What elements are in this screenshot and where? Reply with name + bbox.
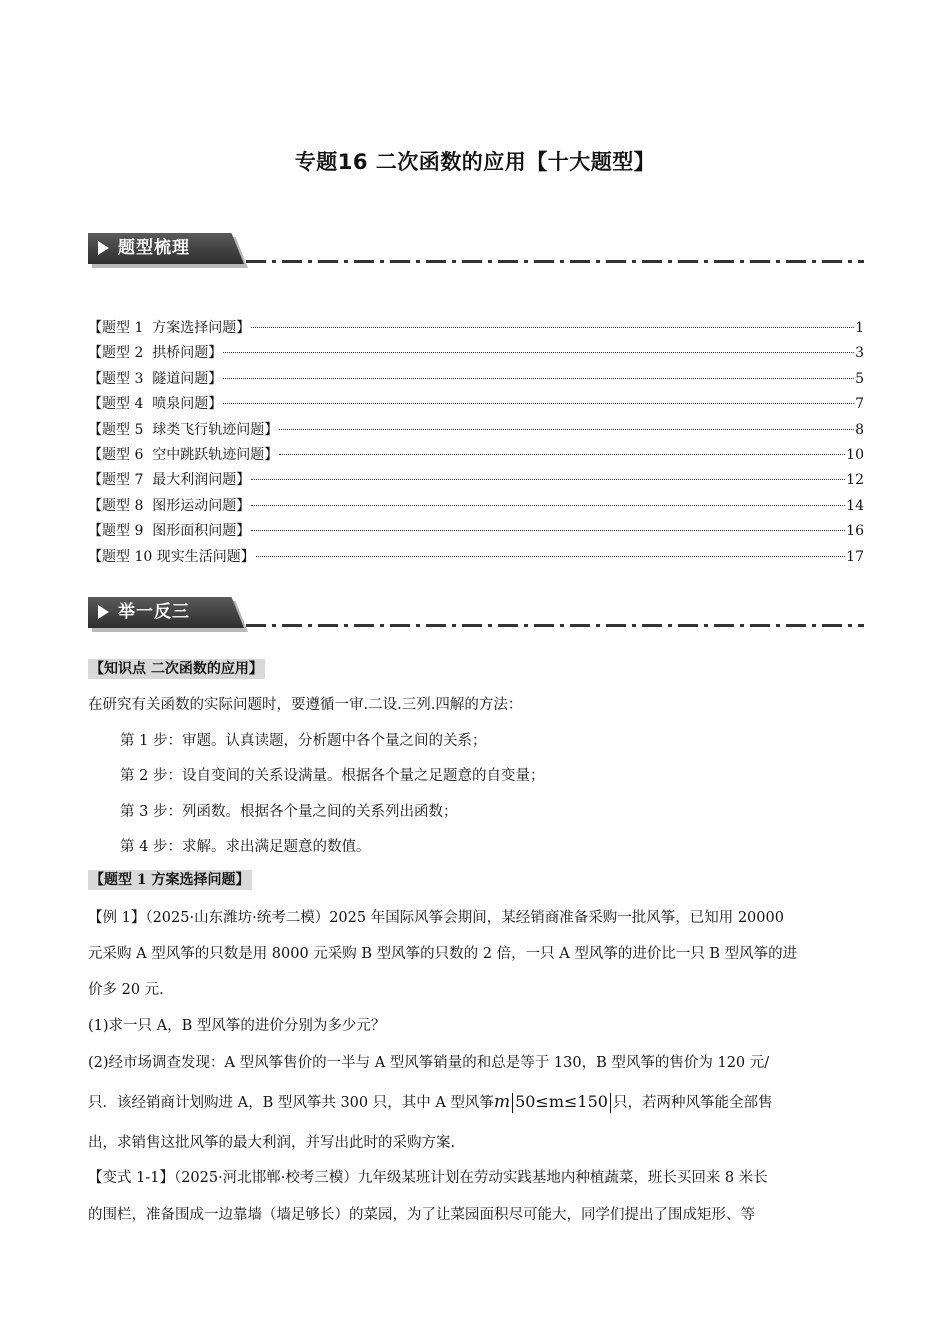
toc-leader <box>223 378 854 379</box>
toc-leader <box>279 429 854 430</box>
section-label: 举一反三 <box>118 602 190 622</box>
variant-text-line: 的围栏，准备围成一边靠墙（墙足够长）的菜园，为了让菜园面积尽可能大，同学们提出了围成矩形、等 <box>88 1207 755 1223</box>
toc-page-number: 12 <box>846 472 864 489</box>
toc-item-text: 【题型 7 最大利润问题】 <box>88 472 251 489</box>
dash-dot-rule <box>246 260 864 263</box>
toc-item-text: 【题型 6 空中跳跃轨迹问题】 <box>88 446 279 463</box>
math-bracket <box>512 1093 513 1113</box>
toc-page-number: 5 <box>855 370 864 387</box>
question-2-line: 出，求销售这批风筝的最大利润，并写出此时的采购方案. <box>88 1135 456 1151</box>
toc-item[interactable] <box>88 519 864 544</box>
toc-page-number: 16 <box>846 523 864 540</box>
toc-item-text: 【题型 8 图形运动问题】 <box>88 497 251 514</box>
knowledge-step: 第 1 步：审题。认真读题，分析题中各个量之间的关系； <box>120 733 487 749</box>
toc-item[interactable] <box>88 468 864 493</box>
toc-page-number: 14 <box>846 497 864 514</box>
section-banner-practice <box>88 597 864 633</box>
toc-item[interactable] <box>88 367 864 392</box>
toc-item-text: 【题型 5 球类飞行轨迹问题】 <box>88 421 279 438</box>
knowledge-intro: 在研究有关函数的实际问题时，要遵循一审.二设.三列.四解的方法： <box>88 697 523 713</box>
math-bracket <box>610 1093 611 1113</box>
question-2-line: (2)经市场调查发现：A 型风筝售价的一半与 A 型风筝销量的和总是等于 130，B 型风筝的售价为 120 元/ <box>88 1055 770 1071</box>
knowledge-step: 第 3 步：列函数。根据各个量之间的关系列出函数； <box>120 804 458 820</box>
toc-leader <box>223 352 854 353</box>
knowledge-heading: 【知识点 二次函数的应用】 <box>90 661 263 677</box>
toc-leader <box>251 327 854 328</box>
toc-leader <box>279 454 845 455</box>
toc-leader <box>256 556 845 557</box>
toc-item[interactable] <box>88 392 864 417</box>
toc-item[interactable] <box>88 418 864 443</box>
example-text-line: 【例 1】（2025·山东潍坊·统考二模）2025 年国际风筝会期间，某经销商准备采购一批风筝，已知用 20000 <box>88 910 784 926</box>
toc-item-text: 【题型 10 现实生活问题】 <box>88 548 255 565</box>
play-triangle-icon <box>98 605 109 619</box>
question-2-text: 只，若两种风筝能全部售 <box>612 1095 773 1111</box>
question-1: (1)求一只 A，B 型风筝的进价分别为多少元？ <box>88 1018 386 1034</box>
knowledge-step: 第 2 步：设自变间的关系设满量。根据各个量之足题意的自变量； <box>120 768 545 784</box>
toc-page-number: 7 <box>855 396 864 413</box>
type1-heading-row <box>88 870 864 890</box>
toc-page-number: 8 <box>855 421 864 438</box>
document-title: 专题16 二次函数的应用【十大题型】 <box>294 150 656 174</box>
question-2-text: 只．该经销商计划购进 A，B 型风筝共 300 只，其中 A 型风筝 <box>88 1095 494 1111</box>
play-triangle-icon <box>98 241 109 255</box>
math-variable: m <box>493 1092 511 1112</box>
table-of-contents <box>88 316 864 570</box>
toc-page-number: 17 <box>846 548 864 565</box>
toc-item-text: 【题型 1 方案选择问题】 <box>88 320 251 336</box>
toc-leader <box>251 505 845 506</box>
toc-page-number: 10 <box>846 446 864 463</box>
toc-item[interactable] <box>88 545 864 570</box>
question-2-line <box>88 1091 864 1113</box>
toc-item[interactable] <box>88 494 864 519</box>
variant-text-line: 【变式 1-1】（2025·河北邯郸·校考三模）九年级某班计划在劳动实践基地内种植蔬菜，班长买回来 8 米长 <box>88 1170 768 1186</box>
toc-page-number: 1 <box>855 320 864 336</box>
toc-item[interactable] <box>88 341 864 366</box>
toc-leader <box>251 530 845 531</box>
toc-leader <box>251 479 845 480</box>
toc-item-text: 【题型 4 喷泉问题】 <box>88 396 223 413</box>
type1-heading: 【题型 1 方案选择问题】 <box>90 872 250 888</box>
section-banner-overview <box>88 233 864 269</box>
toc-item-text: 【题型 9 图形面积问题】 <box>88 523 251 540</box>
math-condition: 50≤m≤150 <box>515 1092 608 1111</box>
section-label: 题型梳理 <box>118 238 190 258</box>
knowledge-heading-row <box>88 659 864 679</box>
toc-page-number: 3 <box>855 345 864 362</box>
example-text-line: 元采购 A 型风筝的只数是用 8000 元采购 B 型风筝的只数的 2 倍，一只 A 型风筝的进价比一只 B 型风筝的进 <box>88 946 798 962</box>
toc-item[interactable] <box>88 443 864 468</box>
toc-item-text: 【题型 2 拱桥问题】 <box>88 345 223 362</box>
dash-dot-rule <box>246 624 864 627</box>
toc-leader <box>223 403 854 404</box>
toc-item[interactable] <box>88 316 864 341</box>
example-text-line: 价多 20 元. <box>88 982 164 998</box>
knowledge-step: 第 4 步：求解。求出满足题意的数值。 <box>120 839 371 855</box>
toc-item-text: 【题型 3 隧道问题】 <box>88 370 223 387</box>
